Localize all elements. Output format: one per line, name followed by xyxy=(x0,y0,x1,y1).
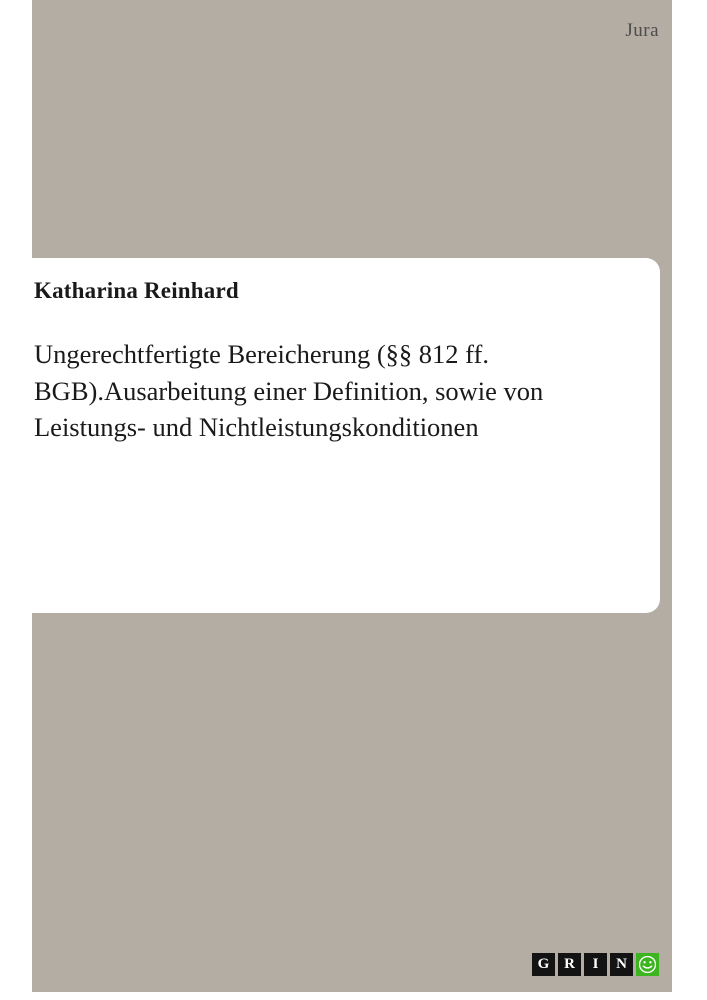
logo-letter-n: N xyxy=(610,953,633,976)
logo-letter-g: G xyxy=(532,953,555,976)
page-title: Ungerechtfertigte Bereicherung (§§ 812 ff. BGB).Ausarbeitung einer Definition, sowie von Leistungs- und Nichtleistungskonditionen xyxy=(34,339,544,443)
grin-logo xyxy=(532,953,659,976)
subject-label: Jura xyxy=(625,20,659,41)
logo-letter-i: I xyxy=(584,953,607,976)
title-card xyxy=(0,258,660,613)
author-name: Katharina Reinhard xyxy=(34,278,239,303)
bottom-white-margin xyxy=(0,992,707,1000)
right-white-margin xyxy=(672,0,707,1000)
logo-letter-r: R xyxy=(558,953,581,976)
smiley-face-icon xyxy=(636,953,659,976)
